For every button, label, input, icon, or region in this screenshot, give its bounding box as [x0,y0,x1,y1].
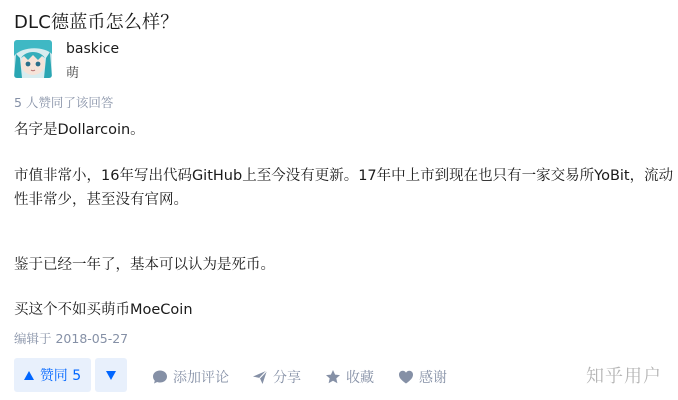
triangle-down-icon [106,371,116,380]
author-bio: 萌 [66,66,80,81]
share-icon [252,369,268,385]
edit-timestamp[interactable]: 编辑于 2018-05-27 [14,331,129,346]
avatar[interactable] [14,40,52,78]
favorite-button[interactable] [325,367,374,387]
star-icon [325,369,341,385]
thanks-label: 感谢 [419,370,447,386]
upvote-label: 赞同 5 [39,368,82,384]
thanks-button[interactable] [398,367,447,387]
answer-paragraph: 买这个不如买萌币MoeCoin [14,302,193,318]
favorite-label: 收藏 [346,370,374,386]
comment-button[interactable] [152,367,229,387]
share-label: 分享 [273,370,301,386]
avatar-image [14,40,52,78]
author-name[interactable]: baskice [66,41,120,57]
triangle-up-icon [24,371,34,380]
downvote-button[interactable] [95,358,127,392]
watermark: 知乎用户 [586,366,662,387]
comment-icon [152,369,168,385]
comment-label: 添加评论 [173,370,229,386]
answer-paragraph: 市值非常小，16年写出代码GitHub上至今没有更新。17年中上市到现在也只有一家交易所YoBit，流动性非常少，甚至没有官网。 [14,168,674,208]
share-button[interactable] [252,367,301,387]
question-title[interactable]: DLC德蓝币怎么样？ [14,12,179,33]
answer-paragraph: 名字是Dollarcoin。 [14,122,145,138]
upvote-button[interactable] [14,358,91,392]
answer-paragraph: 鉴于已经一年了，基本可以认为是死币。 [14,257,275,273]
upvote-count-note[interactable]: 5 人赞同了该回答 [14,95,114,110]
heart-icon [398,369,414,385]
